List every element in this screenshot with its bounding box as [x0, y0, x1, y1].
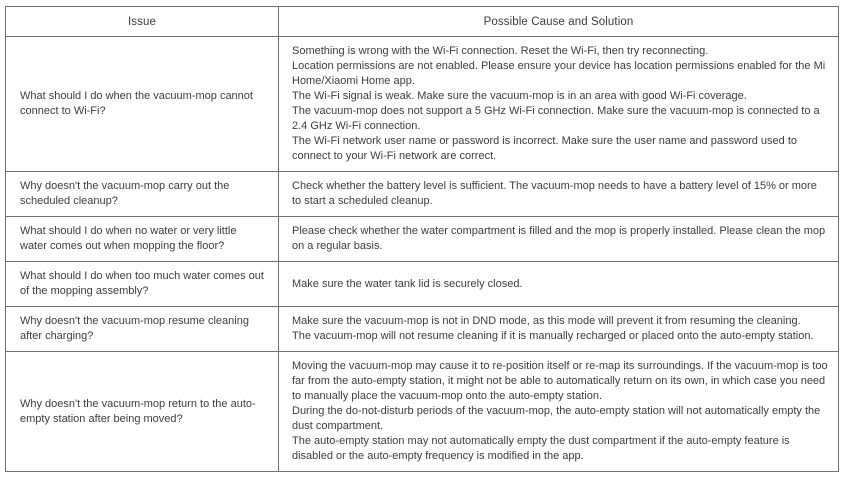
- solution-line: The auto-empty station may not automatically empty the dust compartment if the auto-empty feature is disabled or the auto-empty frequency is modified in the app.: [292, 435, 790, 462]
- solution-line: The Wi-Fi network user name or password is incorrect. Make sure the user name and password used to connect to your Wi-Fi network are correct.: [292, 135, 797, 162]
- table-header-row: [6, 7, 839, 37]
- solution-line: Something is wrong with the Wi-Fi connection. Reset the Wi-Fi, then try reconnecting.: [292, 45, 709, 57]
- cell-issue: What should I do when the vacuum-mop cannot connect to Wi-Fi?: [6, 37, 279, 172]
- solution-line: Moving the vacuum-mop may cause it to re-position itself or re-map its surroundings. If the vacuum-mop is too far from the auto-empty station, it might not be able to automatically return on its own, in which case you need to manually place the vacuum-mop onto the auto-empty station.: [292, 360, 828, 402]
- cell-issue: Why doesn't the vacuum-mop return to the auto-empty station after being moved?: [6, 352, 279, 472]
- cell-solution: [279, 307, 839, 352]
- cell-solution: [279, 172, 839, 217]
- solution-line: The vacuum-mop does not support a 5 GHz Wi-Fi connection. Make sure the vacuum-mop is connected to a 2.4 GHz Wi-Fi connection.: [292, 105, 820, 132]
- cell-issue: Why doesn't the vacuum-mop resume cleaning after charging?: [6, 307, 279, 352]
- cell-solution: [279, 262, 839, 307]
- table-row: [6, 37, 839, 172]
- cell-issue: Why doesn't the vacuum-mop carry out the scheduled cleanup?: [6, 172, 279, 217]
- solution-line: The Wi-Fi signal is weak. Make sure the vacuum-mop is in an area with good Wi-Fi coverage.: [292, 90, 747, 102]
- table-header: [6, 7, 839, 37]
- column-header-issue: Issue: [6, 7, 279, 37]
- table-row: [6, 172, 839, 217]
- table-row: [6, 352, 839, 472]
- cell-solution: [279, 352, 839, 472]
- solution-line: The vacuum-mop will not resume cleaning if it is manually recharged or placed onto the auto-empty station.: [292, 330, 814, 342]
- table-row: [6, 262, 839, 307]
- cell-solution: [279, 37, 839, 172]
- table-row: [6, 307, 839, 352]
- faq-table: [5, 6, 839, 472]
- cell-issue: What should I do when no water or very little water comes out when mopping the floor?: [6, 217, 279, 262]
- table-row: [6, 217, 839, 262]
- solution-line: Please check whether the water compartment is filled and the mop is properly installed. Please clean the mop on a regular basis.: [292, 225, 826, 252]
- table-body: [6, 37, 839, 472]
- solution-line: Check whether the battery level is sufficient. The vacuum-mop needs to have a battery level of 15% or more to start a scheduled cleanup.: [292, 180, 817, 207]
- solution-line: Make sure the vacuum-mop is not in DND mode, as this mode will prevent it from resuming the cleaning.: [292, 315, 801, 327]
- solution-line: During the do-not-disturb periods of the vacuum-mop, the auto-empty station will not automatically empty the dust compartment.: [292, 405, 821, 432]
- solution-line: Location permissions are not enabled. Please ensure your device has location permissions enabled for the Mi Home/Xiaomi Home app.: [292, 60, 826, 87]
- solution-line: Make sure the water tank lid is securely closed.: [292, 277, 523, 290]
- cell-issue: What should I do when too much water comes out of the mopping assembly?: [6, 262, 279, 307]
- cell-solution: [279, 217, 839, 262]
- column-header-solution: Possible Cause and Solution: [279, 7, 839, 37]
